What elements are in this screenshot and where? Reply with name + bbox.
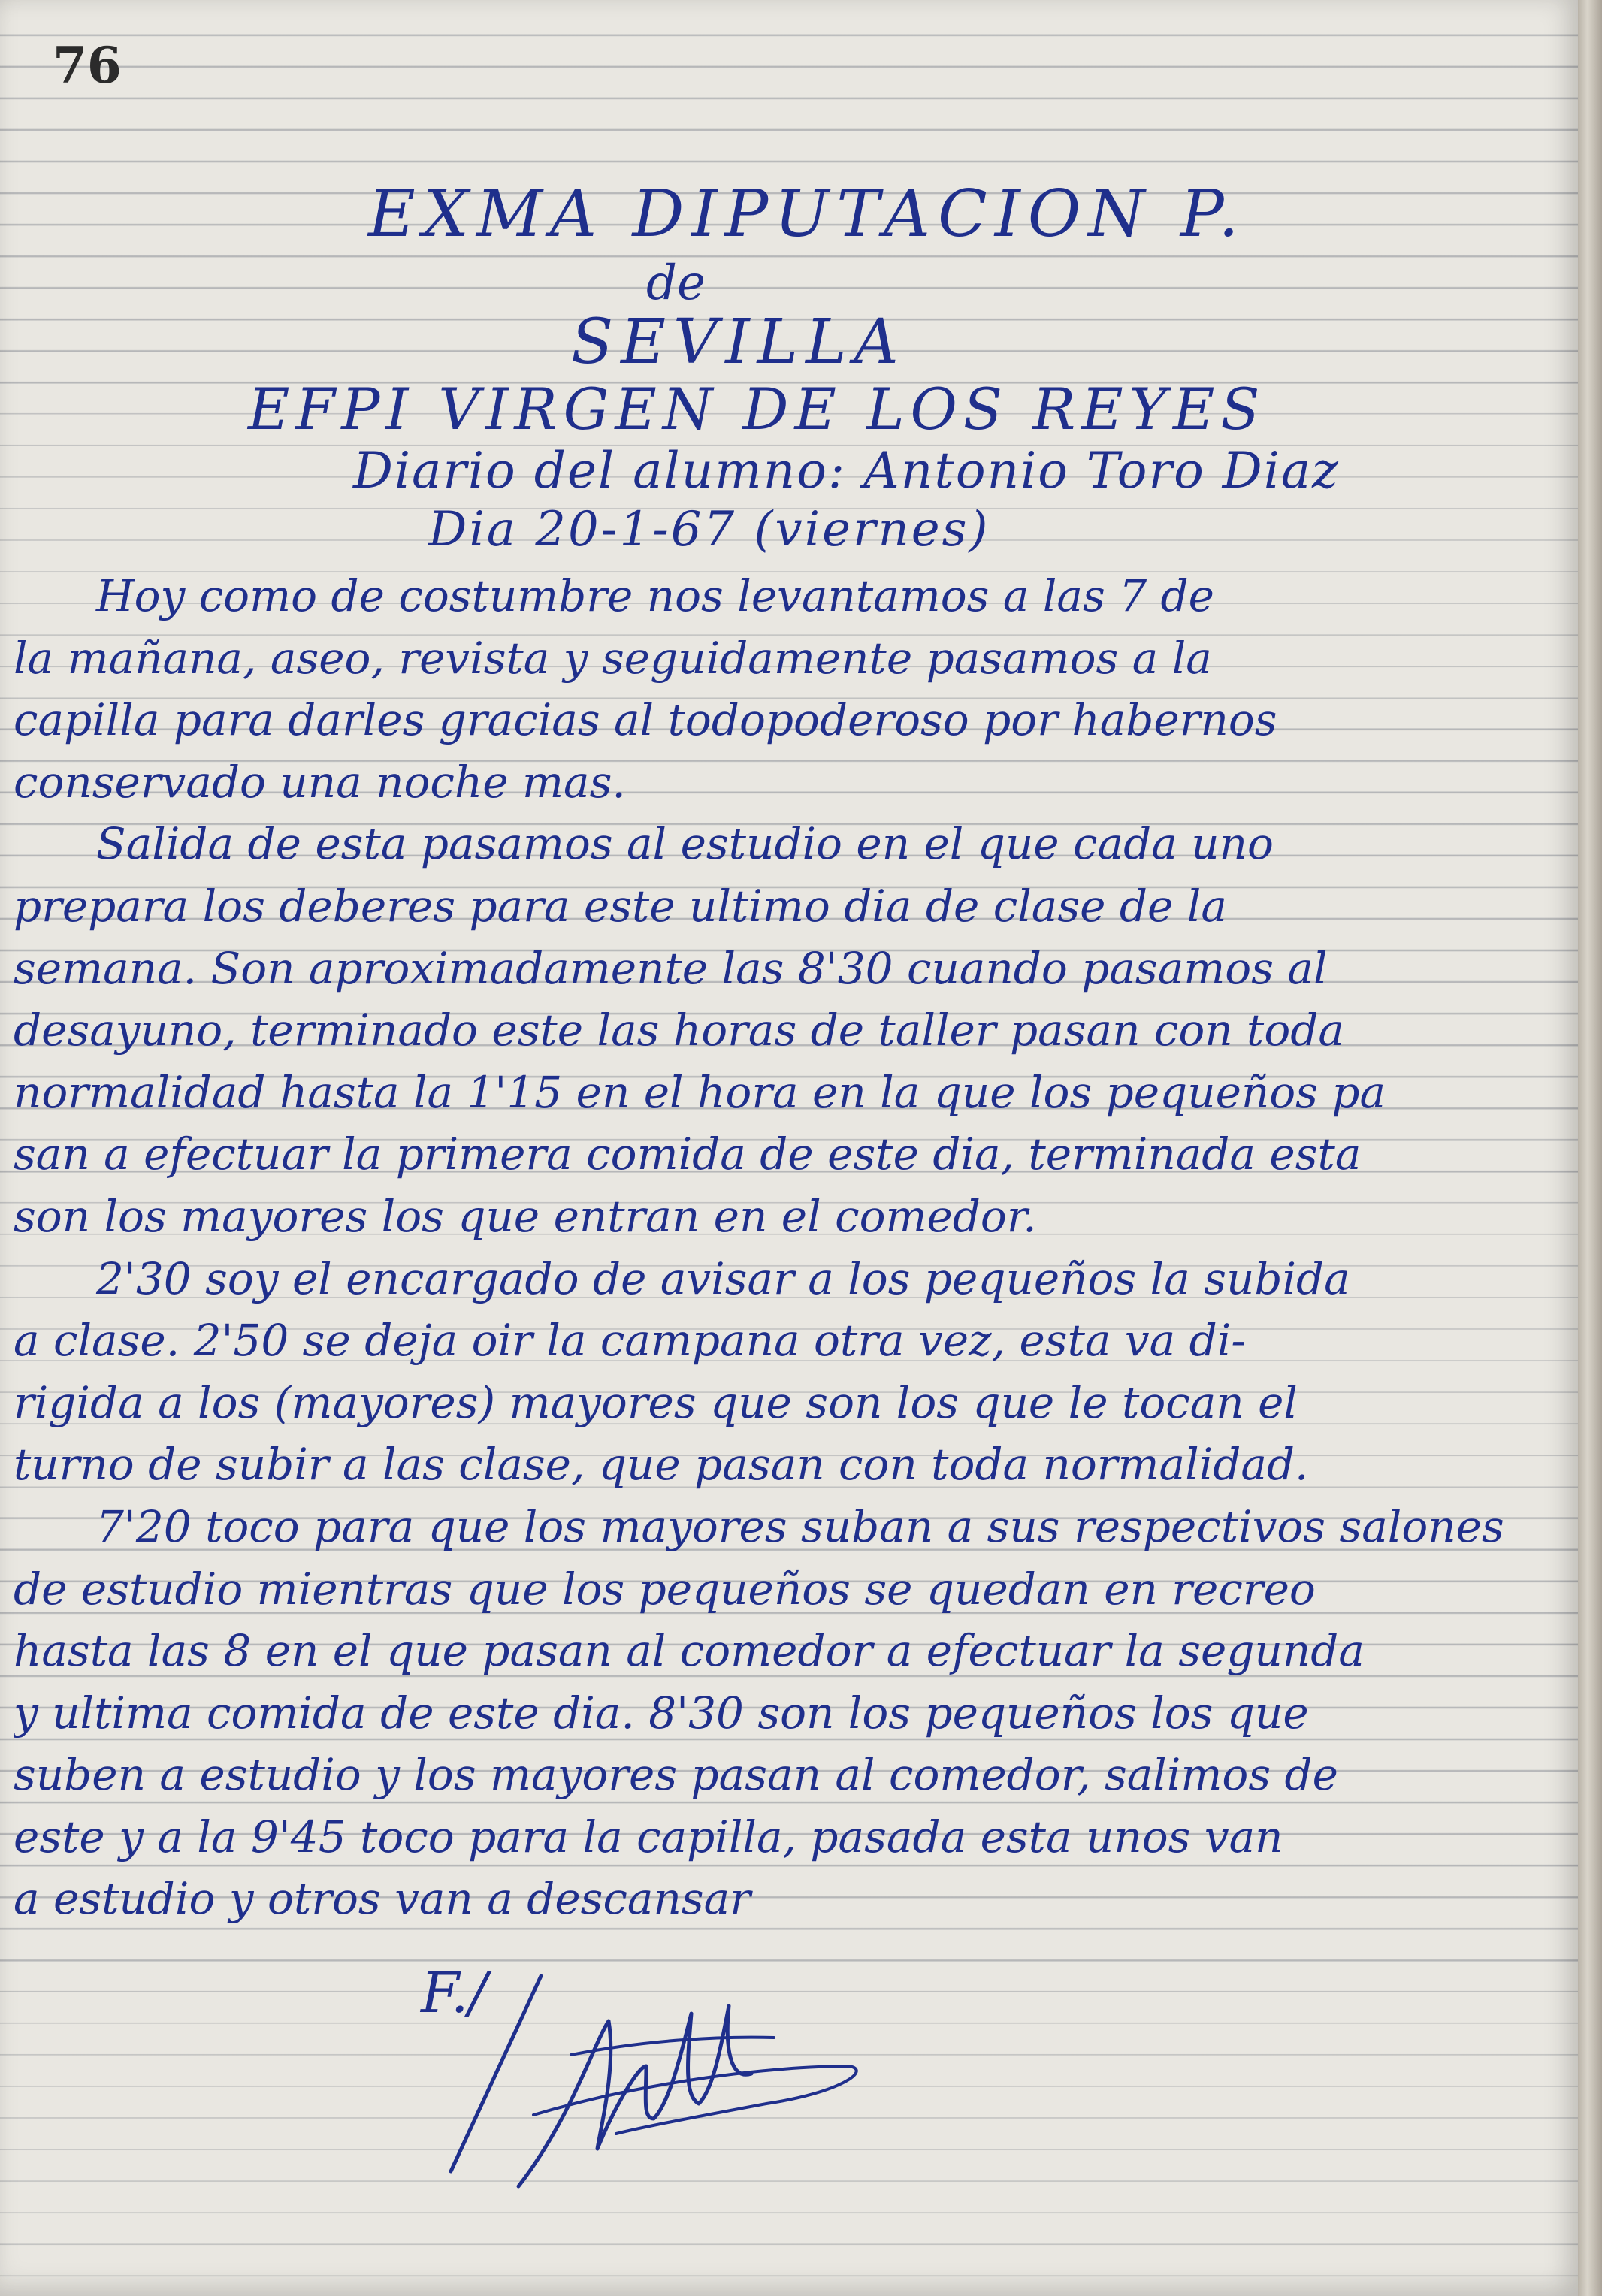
header-city: SEVILLA	[571, 307, 906, 378]
body-line: a estudio y otros van a descansar	[14, 1873, 751, 1925]
body-line: la mañana, aseo, revista y seguidamente pasamos a la	[14, 632, 1212, 684]
body-line: desayuno, terminado este las horas de taller pasan con toda	[14, 1005, 1344, 1056]
body-line: rigida a los (mayores) mayores que son los que le tocan el	[14, 1376, 1298, 1428]
header-diary-author: Diario del alumno: Antonio Toro Diaz	[353, 442, 1340, 500]
body-line: son los mayores los que entran en el comedor.	[14, 1190, 1037, 1242]
body-line: Salida de esta pasamos al estudio en el que cada uno	[96, 818, 1274, 870]
body-line: y ultima comida de este dia. 8'30 son los pequeños los que	[14, 1687, 1309, 1739]
diary-body	[14, 565, 1569, 1930]
body-line: suben a estudio y los mayores pasan al comedor, salimos de	[14, 1749, 1338, 1801]
signature-icon	[421, 1953, 887, 2201]
body-line: este y a la 9'45 toco para la capilla, pasada esta unos van	[14, 1811, 1283, 1862]
body-line: turno de subir a las clase, que pasan con toda normalidad.	[14, 1439, 1309, 1491]
body-line: a clase. 2'50 se deja oir la campana otra vez, esta va di-	[14, 1315, 1246, 1367]
page-edge	[1578, 0, 1602, 2296]
body-line: prepara los deberes para este ultimo dia de clase de la	[14, 880, 1227, 932]
body-line: 7'20 toco para que los mayores suban a sus respectivos salones	[96, 1500, 1504, 1552]
header-date: Dia 20-1-67 (viernes)	[428, 502, 990, 557]
body-line: semana. Son aproximadamente las 8'30 cuando pasamos al	[14, 942, 1328, 994]
body-line: Hoy como de costumbre nos levantamos a las 7 de	[96, 570, 1214, 621]
body-line: capilla para darles gracias al todopoderoso por habernos	[14, 694, 1277, 746]
body-line: 2'30 soy el encargado de avisar a los pequeños la subida	[96, 1252, 1350, 1304]
body-line: hasta las 8 en el que pasan al comedor a efectuar la segunda	[14, 1625, 1365, 1677]
page-number: 76	[53, 36, 122, 95]
header-de: de	[646, 255, 706, 311]
body-line: de estudio mientras que los pequeños se quedan en recreo	[14, 1563, 1316, 1615]
body-line: conservado una noche mas.	[14, 756, 626, 808]
body-line: san a efectuar la primera comida de este dia, terminada esta	[14, 1128, 1362, 1180]
body-line: normalidad hasta la 1'15 en el hora en la que los pequeños pa	[14, 1066, 1386, 1118]
header-school: EFPI VIRGEN DE LOS REYES	[248, 376, 1266, 443]
header-title: EXMA DIPUTACION P.	[368, 177, 1247, 252]
signature-prefix: F./	[421, 1961, 488, 2026]
